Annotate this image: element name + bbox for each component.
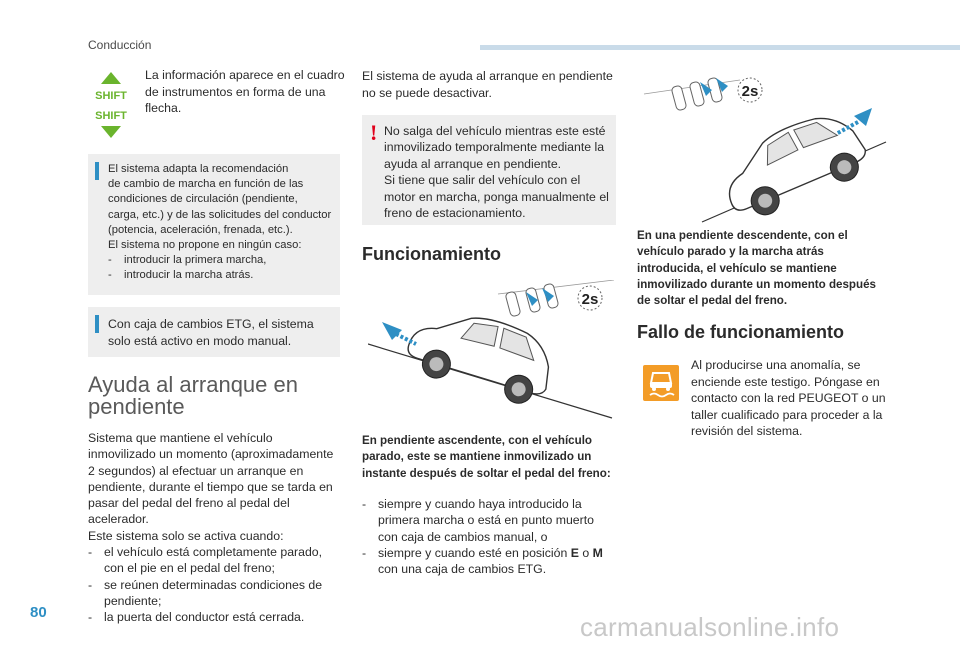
- pedals-icon: [671, 77, 728, 111]
- direction-arrow-icon: [382, 322, 416, 344]
- shift-down-label: SHIFT: [95, 110, 127, 122]
- warning-line: No salga del vehículo mientras este esté inmovilizado temporalmente mediante la ayuda al arranque en pendiente.: [384, 124, 606, 171]
- downhill-car-illustration: [640, 72, 890, 227]
- list-item: - introducir la primera marcha,: [108, 254, 267, 267]
- info-line: (potencia, aceleración, frenada, etc.).: [108, 223, 293, 236]
- list-item: - se reúnen determinadas condiciones de pendiente;: [88, 577, 323, 608]
- info-line: carga, etc.) y de las solicitudes del conductor: [108, 208, 332, 221]
- uphill-conditions-list: [362, 496, 616, 577]
- info-box-etg: [88, 307, 340, 357]
- info-line: de cambio de marcha en función de las: [108, 178, 304, 191]
- info-box-gear-recommendation: [88, 154, 340, 295]
- pedals-icon: [505, 283, 559, 317]
- uphill-car-illustration: [368, 280, 616, 420]
- shift-arrows-icon: [92, 72, 130, 140]
- downhill-caption: En una pendiente descendente, con el vehículo parado y la marcha atrás introducida, el vehículo se mantiene inmovilizado durante un momento después de soltar el pedal del freno.: [637, 229, 876, 308]
- car-icon: [402, 299, 561, 411]
- section-title-hill-assist: Ayuda al arranque en pendiente: [88, 372, 298, 419]
- timer-2s-badge: [738, 78, 762, 102]
- section-header: Conducción: [88, 38, 152, 52]
- warning-line: Si tiene que salir del vehículo con el motor en marcha, ponga manualmente el freno de estacionamiento.: [384, 173, 609, 221]
- cannot-deactivate-text: El sistema de ayuda al arranque en pendiente no se puede desactivar.: [362, 69, 613, 100]
- warning-icon: !: [370, 120, 378, 145]
- shift-up-label: SHIFT: [95, 90, 127, 102]
- info-line: El sistema no propone en ningún caso:: [108, 239, 302, 252]
- timer-2s-label: 2s: [581, 291, 599, 308]
- section-title-operation: Funcionamiento: [362, 244, 501, 264]
- malfunction-text: Al producirse una anomalía, se enciende este testigo. Póngase en contacto con la red PEUGEOT o un taller cualificado para proceder a la revisión del sistema.: [691, 358, 886, 438]
- list-item: - el vehículo está completamente parado, con el pie en el pedal del freno;: [88, 545, 323, 576]
- car-icon: [713, 103, 874, 226]
- watermark: carmanualsonline.info: [580, 612, 840, 642]
- timer-2s-label: 2s: [741, 83, 759, 100]
- info-box-etg-text: Con caja de cambios ETG, el sistema solo está activo en modo manual.: [108, 317, 314, 348]
- header-accent-bar: [480, 45, 960, 50]
- page-number: 80: [30, 604, 47, 621]
- warning-box: [362, 115, 616, 225]
- list-item: - introducir la marcha atrás.: [108, 269, 254, 282]
- timer-2s-badge: [578, 286, 602, 310]
- info-line: El sistema adapta la recomendación: [108, 163, 289, 175]
- hill-assist-warning-lamp-icon: [643, 365, 679, 401]
- section-title-malfunction: Fallo de funcionamiento: [637, 322, 845, 342]
- hill-assist-paragraph: Sistema que mantiene el vehículo inmovilizado un momento (aproximadamente 2 segundos) al efectuar un arranque en pendiente, durante el tiempo que se tarda en pasar del pedal del freno al pedal del acelerador.: [88, 431, 334, 527]
- info-marker-icon: [95, 162, 99, 180]
- uphill-caption: En pendiente ascendente, con el vehículo parado, este se mantiene inmovilizado un instante después de soltar el pedal del freno:: [362, 434, 611, 480]
- list-item: - la puerta del conductor está cerrada.: [88, 610, 305, 625]
- list-item: - siempre y cuando haya introducido la primera marcha o está en punto muerto con caja de cambios manual, o: [362, 497, 594, 544]
- info-line: condiciones de circulación (pendiente,: [108, 193, 298, 206]
- info-marker-icon: [95, 315, 99, 333]
- hill-assist-description: [88, 430, 342, 626]
- list-item: - siempre y cuando esté en posición E o M con una caja de cambios ETG.: [362, 545, 603, 577]
- shift-indicator-text: La información aparece en el cuadro de instrumentos en forma de una flecha.: [145, 68, 345, 115]
- conditions-intro: Este sistema solo se activa cuando:: [88, 528, 284, 543]
